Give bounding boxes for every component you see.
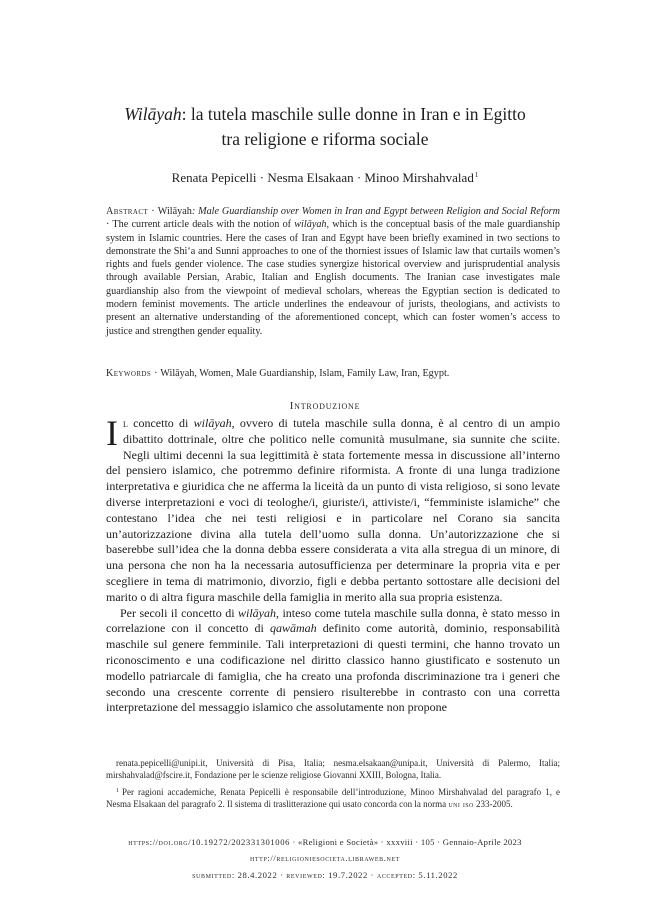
abstract-label: Abstract · [106, 206, 156, 217]
authors-footnote-marker: 1 [474, 171, 479, 179]
abstract-text-b: , which is the conceptual basis of the male guardianship system in Islamic countries. Here the cases of Iran and Egypt have been briefly examined in two sections to demonstrate the Shi‘a and Sunni approaches to one of the thorniest issues of Islamic law that curtails women’s rights and fuels gender violence. The case studies synergize historical overview and jurisprudential analysis through available Persian, Arabic, Italian and English documents. The Iranian case investigates male guardianship also from the viewpoint of medieval scholars, whereas the Egyptian section is dedicated to modern feminist movements. The article underlines the endeavour of jurists, theologians, and activists to present an alternative understanding of the aforementioned concept, which can foster women’s access to justice and strengthen gender equality. [106, 219, 560, 337]
footnote-1-text-a: Per ragioni accademiche, Renata Pepicelli è responsabile dell’introduzione, Minoo Mirshahvalad del paragrafo 1, e Nesma Elsakaan del paragrafo 2. Il sistema di traslitterazione qui usato concorda con la norma [106, 786, 560, 810]
abstract-separator: · [106, 219, 113, 231]
paragraph-1 [106, 413, 561, 606]
submission-dates: submitted: 28.4.2022 · reviewed: 19.7.2022 · accepted: 5.11.2022 [192, 870, 458, 880]
paragraph-2 [106, 606, 560, 717]
title-line-1: : la tutela maschile sulle donne in Iran e in Egitto [181, 104, 526, 124]
doi-link[interactable]: https://doi.org/10.19272/202331301006 [128, 837, 290, 847]
keywords [106, 367, 560, 381]
abstract-text-a: The current article deals with the notion of [112, 219, 295, 231]
journal-url[interactable]: http://religioniesocieta.libraweb.net [249, 853, 400, 863]
paragraph-1-text-a: concetto di [127, 416, 194, 430]
drop-cap: I [106, 413, 118, 453]
paragraph-2-term-2: qawāmah [269, 621, 317, 636]
paragraph-2-text-a: Per secoli il concetto di [120, 605, 238, 620]
footer-citation [40, 836, 610, 848]
title-italic-word: Wilāyah [124, 104, 182, 124]
footnote-1-marker: 1 [116, 787, 119, 794]
abstract [106, 205, 560, 338]
paragraph-2-text-b: , inteso come tutela maschile sulla donna, è stato messo in correlazione con il concetto di [106, 605, 560, 636]
keywords-text: Wilāyah, Women, Male Guardianship, Islam, Family Law, Iran, Egypt. [157, 368, 450, 379]
journal-citation: · «Religioni e Società» · xxxviii · 105 · Gennaio-Aprile 2023 [290, 837, 522, 847]
title-line-2: tra religione e riforma sociale [221, 129, 429, 149]
author-names: Renata Pepicelli · Nesma Elsakaan · Minoo Mirshahvalad [171, 170, 474, 185]
paragraph-2-text-c: definito come autorità, dominio, responsabilità maschile sul genere femminile. Tali interpretazioni di questi termini, che hanno trovato un riconoscimento e una codificazione nel diritto classico hanno giustificato e sostenuto un modello patriarcale di famiglia, che ha creato una profonda discriminazione tra i generi che secondo una crescente corrente di pensiero risulterebbe in contrasto con una corretta interpretazione del messaggio islamico che assolutamente non propone [106, 621, 560, 715]
paragraph-1-term: wilāyah [193, 416, 232, 430]
abstract-title: : Male Guardianship over Women in Iran and Egypt between Religion and Social Reform [191, 206, 560, 217]
affiliations-note: renata.pepicelli@unipi.it, Università di Pisa, Italia; nesma.elsakaan@unipa.it, Università di Palermo, Italia; mirshahvalad@fscire.it, Fondazione per le scienze religiose Giovanni XXIII, Bologna, Italia. [106, 758, 560, 781]
footnote-1-text-b: 233-2005. [473, 799, 513, 810]
abstract-title-word: Wilāyah [157, 206, 192, 217]
footnotes [106, 757, 560, 811]
footnote-1 [106, 785, 560, 811]
authors-line [40, 166, 610, 187]
keywords-label: Keywords · [106, 368, 158, 379]
section-heading: Introduzione [289, 400, 361, 412]
abstract-term: wilāyah [294, 219, 327, 231]
body-text [106, 413, 561, 716]
paragraph-1-lead: l [123, 416, 128, 430]
paragraph-2-term-1: wilāyah [238, 605, 276, 620]
article-title [40, 102, 610, 152]
footnote-1-uni-iso: uni iso [448, 799, 474, 810]
paragraph-1-text-b: , ovvero di tutela maschile sulla donna, è al centro di un ampio dibattito dottrinale, oltre che politico nelle comunità musulmane, sia sunnite che sciite. Negli ultimi decenni la sua legittimità è stata fortemente messa in discussione all’interno del pensiero islamico, che potremmo definire riformista. A fronte di una lunga tradizione interpretativa e giuridica che ne afferma la liceità da un punto di vista religioso, si sono levate diverse interpretazioni e voci di teologhe/i, giuriste/i, attiviste/i, “femministe islamiche” che contestano l’idea che nei testi religiosi e in particolare nel Corano sia sancita un’autorizzazione divina alla tutela dell’uomo sulla donna. Un’autorizzazione che si baserebbe sull’idea che la donna debba essere considerata a vita alla stregua di un minore, di una persona che non ha la necessaria autosufficienza per determinare la propria vita e per scegliere in tema di matrimonio, divorzio, figli e debba pertanto sottostare alle decisioni del marito o di altra figura maschile della famiglia in merito alla sua propria esistenza. [106, 416, 561, 604]
